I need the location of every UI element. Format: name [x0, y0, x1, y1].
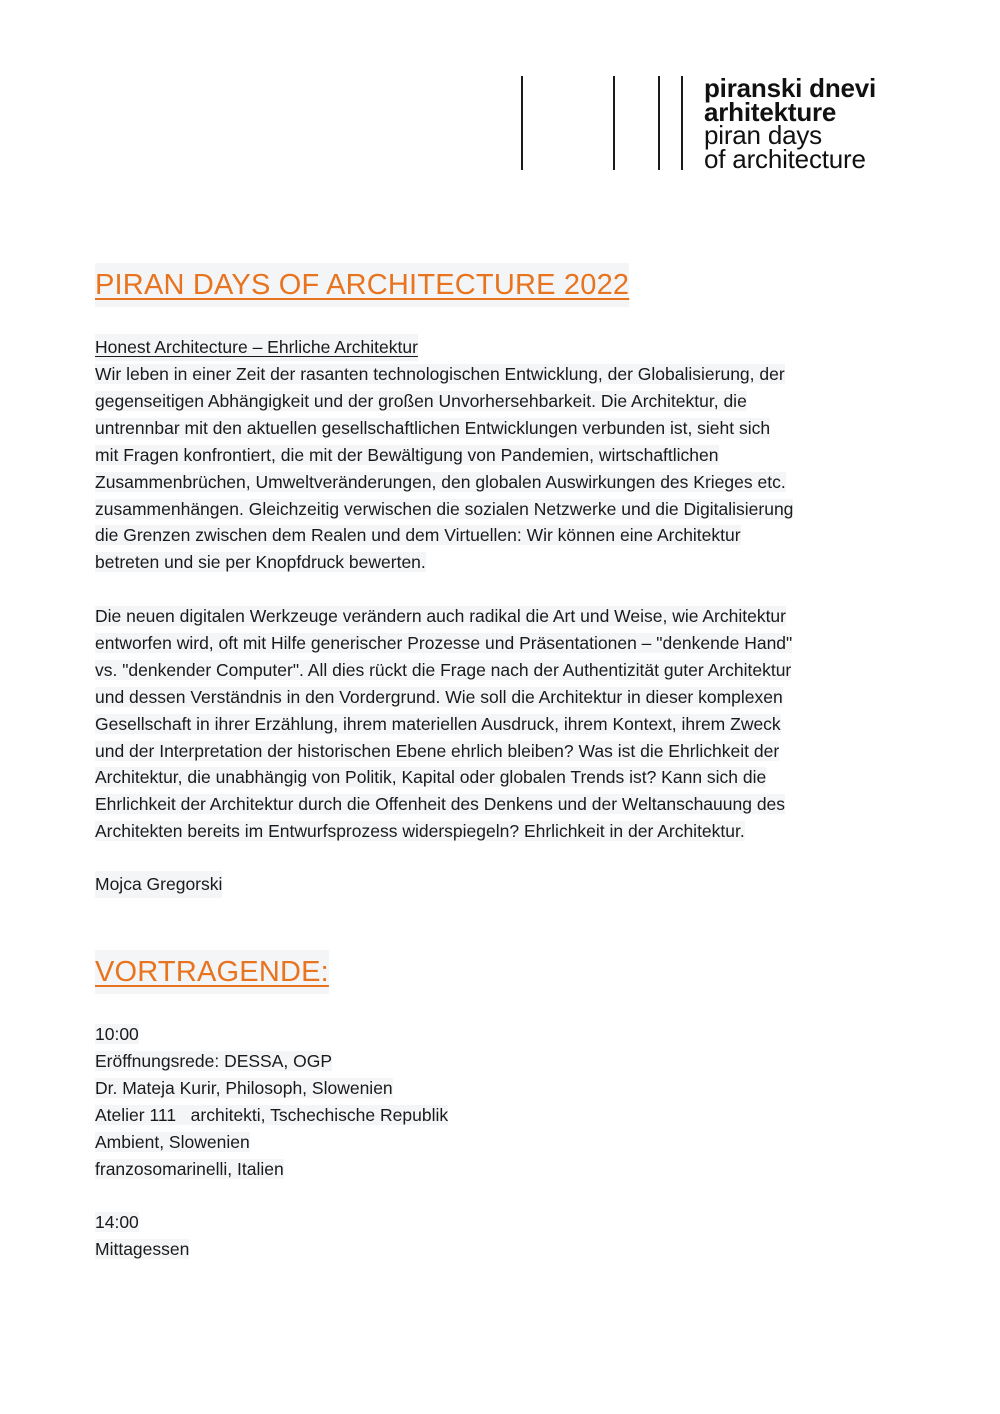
- text-line: Gesellschaft in ihrer Erzählung, ihrem materiellen Ausdruck, ihrem Kontext, ihrem Zweck: [95, 713, 781, 734]
- intro-paragraph-1: [95, 361, 925, 576]
- text-line: betreten und sie per Knopfdruck bewerten.: [95, 552, 426, 573]
- text-line: Zusammenbrüchen, Umweltveränderungen, den globalen Auswirkungen des Krieges etc.: [95, 471, 786, 492]
- program-item: Eröffnungsrede: DESSA, OGP: [95, 1050, 333, 1071]
- program-item: Ambient, Slowenien: [95, 1131, 250, 1152]
- text-line: und dessen Verständnis in den Vordergrund. Wie soll die Architektur in dieser komplexen: [95, 686, 783, 707]
- program-item: Dr. Mateja Kurir, Philosoph, Slowenien: [95, 1077, 393, 1098]
- program-item: franzosomarinelli, Italien: [95, 1158, 284, 1179]
- logo-bar-4: [681, 76, 683, 170]
- text-line: Architektur, die unabhängig von Politik, Kapital oder globalen Trends ist? Kann sich die: [95, 767, 767, 788]
- logo-line-2: arhitekture: [704, 96, 837, 127]
- text-line: Die neuen digitalen Werkzeuge verändern auch radikal die Art und Weise, wie Architektur: [95, 606, 786, 626]
- text-line: und der Interpretation der historischen Ebene ehrlich bleiben? Was ist die Ehrlichkeit der: [95, 740, 780, 761]
- logo-bar-2: [613, 76, 615, 170]
- logo-line-3: piran days: [704, 120, 822, 150]
- text-line: zusammenhängen. Gleichzeitig verwischen die sozialen Netzwerke und die Digitalisierung: [95, 498, 794, 519]
- text-line: vs. "denkender Computer". All dies rückt die Frage nach der Authentizität guter Architektur: [95, 659, 792, 680]
- intro-paragraph-2: [95, 603, 925, 845]
- text-line: die Grenzen zwischen dem Realen und dem Virtuellen: Wir können eine Architektur: [95, 525, 741, 546]
- logo-bar-1: [521, 76, 523, 170]
- page-title: PIRAN DAYS OF ARCHITECTURE 2022: [95, 263, 629, 307]
- text-line: gegenseitigen Abhängigkeit und der großen Unvorhersehbarkeit. Die Architektur, die: [95, 390, 747, 411]
- logo-line-4: of architecture: [704, 143, 866, 174]
- logo: [521, 73, 941, 174]
- logo-line-1: piranski dnevi: [704, 73, 877, 103]
- speakers-program: [95, 1021, 448, 1263]
- text-line: Wir leben in einer Zeit der rasanten technologischen Entwicklung, der Globalisierung, der: [95, 364, 785, 384]
- spacer: [95, 1182, 448, 1209]
- program-item: Atelier 111 architekti, Tschechische Republik: [95, 1104, 449, 1125]
- logo-bar-3: [658, 76, 660, 170]
- text-line: Ehrlichkeit der Architektur durch die Offenheit des Denkens und der Weltanschauung des: [95, 794, 786, 815]
- speakers-heading: VORTRAGENDE:: [95, 950, 329, 994]
- time-slot: 10:00: [95, 1024, 139, 1044]
- author-name: Mojca Gregorski: [95, 871, 222, 898]
- text-line: untrennbar mit den aktuellen gesellschaftlichen Entwicklungen verbunden ist, sieht sich: [95, 417, 771, 438]
- text-line: Architekten bereits im Entwurfsprozess widerspiegeln? Ehrlichkeit in der Architektur.: [95, 821, 745, 842]
- program-item: Mittagessen: [95, 1239, 190, 1260]
- text-line: mit Fragen konfrontiert, die mit der Bewältigung von Pandemien, wirtschaftlichen: [95, 444, 719, 465]
- time-slot: 14:00: [95, 1212, 139, 1233]
- logo-wordmark: [704, 73, 877, 174]
- section-subtitle: Honest Architecture – Ehrliche Architektur: [95, 334, 418, 361]
- text-line: entworfen wird, oft mit Hilfe generischer Prozesse und Präsentationen – "denkende Hand": [95, 632, 793, 653]
